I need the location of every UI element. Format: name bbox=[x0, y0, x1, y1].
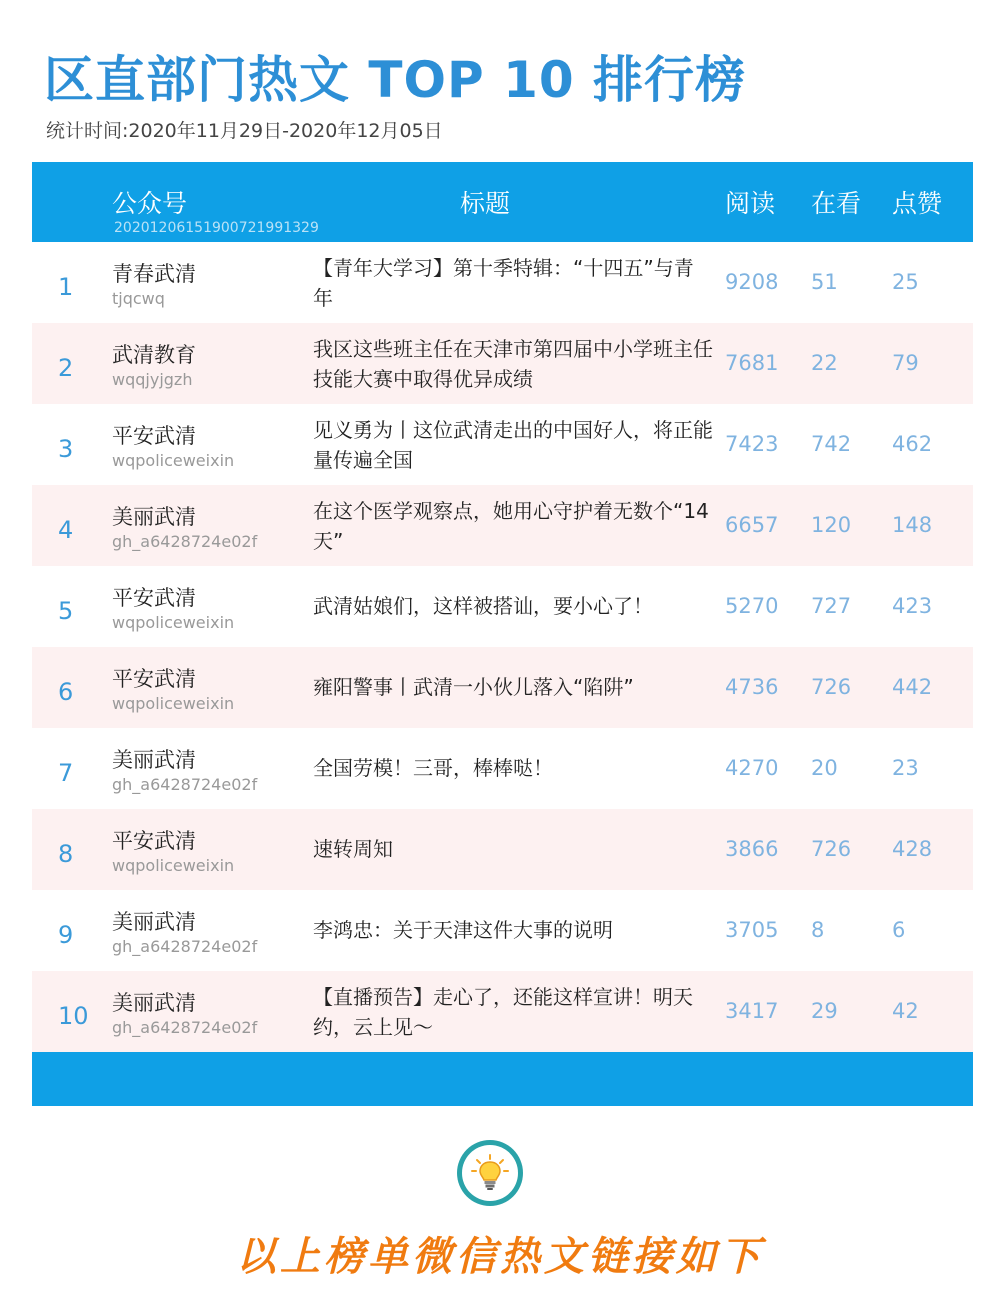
view-count: 51 bbox=[811, 270, 838, 294]
like-count: 428 bbox=[892, 837, 933, 861]
account-name: 美丽武清 bbox=[112, 748, 196, 772]
like-count: 23 bbox=[892, 756, 919, 780]
column-header-views: 在看 bbox=[811, 189, 862, 218]
watermark-stamp: 20201206151900721991329 bbox=[114, 220, 319, 236]
column-header-title: 标题 bbox=[460, 189, 511, 218]
footer-caption: 以上榜单微信热文链接如下 bbox=[236, 1233, 764, 1280]
account-id: wqpoliceweixin bbox=[112, 694, 235, 713]
account-name: 平安武清 bbox=[112, 424, 196, 448]
article-title-link[interactable]: 李鸿忠：关于天津这件大事的说明 bbox=[313, 918, 613, 942]
table-body bbox=[32, 242, 973, 1052]
column-header-likes: 点赞 bbox=[892, 189, 943, 218]
article-title-link[interactable]: 雍阳警事丨武清一小伙儿落入“陷阱” bbox=[313, 675, 634, 699]
article-title-link[interactable]: 速转周知 bbox=[313, 837, 393, 861]
page-title: 区直部门热文 TOP 10 排行榜 bbox=[44, 51, 747, 109]
rank-number: 10 bbox=[58, 1002, 89, 1030]
read-count: 6657 bbox=[725, 513, 779, 537]
like-count: 25 bbox=[892, 270, 919, 294]
view-count: 29 bbox=[811, 999, 838, 1023]
read-count: 5270 bbox=[725, 594, 779, 618]
account-id: wqpoliceweixin bbox=[112, 613, 235, 632]
article-title-link[interactable]: 全国劳模！三哥，棒棒哒！ bbox=[313, 756, 553, 780]
ranking-table bbox=[32, 162, 973, 1106]
lightbulb-badge bbox=[457, 1140, 523, 1206]
account-name: 美丽武清 bbox=[112, 910, 196, 934]
rank-number: 8 bbox=[58, 840, 74, 868]
account-name: 平安武清 bbox=[112, 667, 196, 691]
account-id: gh_a6428724e02f bbox=[112, 775, 258, 794]
account-name: 平安武清 bbox=[112, 586, 196, 610]
table-row bbox=[32, 323, 973, 404]
account-id: wqpoliceweixin bbox=[112, 856, 235, 875]
read-count: 3705 bbox=[725, 918, 779, 942]
view-count: 120 bbox=[811, 513, 852, 537]
account-id: gh_a6428724e02f bbox=[112, 937, 258, 956]
like-count: 6 bbox=[892, 918, 906, 942]
rank-number: 5 bbox=[58, 597, 74, 625]
account-id: tjqcwq bbox=[112, 289, 165, 308]
account-name: 武清教育 bbox=[112, 343, 196, 367]
account-id: wqqjyjgzh bbox=[112, 370, 193, 389]
rank-number: 9 bbox=[58, 921, 74, 949]
like-count: 423 bbox=[892, 594, 933, 618]
stat-period: 统计时间:2020年11月29日-2020年12月05日 bbox=[46, 120, 443, 142]
lightbulb-icon bbox=[462, 1145, 518, 1201]
table-row bbox=[32, 485, 973, 566]
account-name: 青春武清 bbox=[112, 262, 196, 286]
table-row bbox=[32, 728, 973, 809]
article-title-link[interactable]: 在这个医学观察点，她用心守护着无数个“14天” bbox=[313, 499, 709, 553]
read-count: 7681 bbox=[725, 351, 779, 375]
read-count: 4270 bbox=[725, 756, 779, 780]
rank-number: 3 bbox=[58, 435, 74, 463]
view-count: 742 bbox=[811, 432, 852, 456]
view-count: 8 bbox=[811, 918, 825, 942]
view-count: 20 bbox=[811, 756, 838, 780]
view-count: 726 bbox=[811, 837, 852, 861]
table-header bbox=[32, 162, 973, 242]
like-count: 42 bbox=[892, 999, 919, 1023]
article-title-link[interactable]: 武清姑娘们，这样被搭讪，要小心了！ bbox=[313, 594, 653, 618]
like-count: 442 bbox=[892, 675, 933, 699]
rank-number: 4 bbox=[58, 516, 74, 544]
rank-number: 2 bbox=[58, 354, 74, 382]
read-count: 7423 bbox=[725, 432, 779, 456]
view-count: 726 bbox=[811, 675, 852, 699]
read-count: 3866 bbox=[725, 837, 779, 861]
like-count: 148 bbox=[892, 513, 933, 537]
like-count: 79 bbox=[892, 351, 919, 375]
rank-number: 7 bbox=[58, 759, 74, 787]
account-name: 美丽武清 bbox=[112, 991, 196, 1015]
table-row bbox=[32, 971, 973, 1052]
table-footer-bar bbox=[32, 1052, 973, 1106]
view-count: 22 bbox=[811, 351, 838, 375]
rank-number: 6 bbox=[58, 678, 74, 706]
column-header-reads: 阅读 bbox=[725, 189, 776, 218]
account-id: wqpoliceweixin bbox=[112, 451, 235, 470]
article-title-link[interactable]: 【青年大学习】第十季特辑：“十四五”与青年 bbox=[313, 256, 694, 310]
view-count: 727 bbox=[811, 594, 852, 618]
account-name: 美丽武清 bbox=[112, 505, 196, 529]
table-row bbox=[32, 809, 973, 890]
account-name: 平安武清 bbox=[112, 829, 196, 853]
account-id: gh_a6428724e02f bbox=[112, 1018, 258, 1037]
table-row bbox=[32, 890, 973, 971]
read-count: 4736 bbox=[725, 675, 779, 699]
table-row bbox=[32, 242, 973, 323]
article-title-link[interactable]: 我区这些班主任在天津市第四届中小学班主任技能大赛中取得优异成绩 bbox=[313, 337, 713, 391]
read-count: 9208 bbox=[725, 270, 779, 294]
table-row bbox=[32, 647, 973, 728]
table-row bbox=[32, 566, 973, 647]
article-title-link[interactable]: 【直播预告】走心了，还能这样宣讲！明天约，云上见～ bbox=[313, 985, 693, 1039]
like-count: 462 bbox=[892, 432, 933, 456]
article-title-link[interactable]: 见义勇为丨这位武清走出的中国好人，将正能量传遍全国 bbox=[313, 418, 713, 472]
table-row bbox=[32, 404, 973, 485]
rank-number: 1 bbox=[58, 273, 74, 301]
column-header-account: 公众号 bbox=[112, 189, 188, 218]
account-id: gh_a6428724e02f bbox=[112, 532, 258, 551]
read-count: 3417 bbox=[725, 999, 779, 1023]
